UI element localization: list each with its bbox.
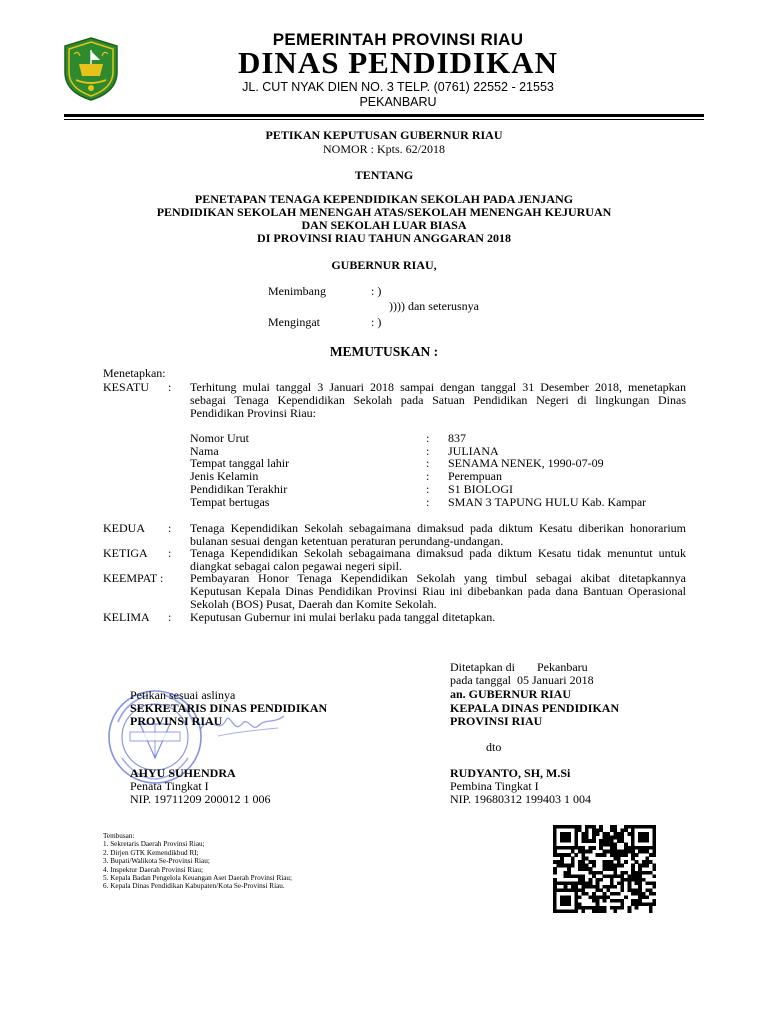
kelima-colon: : xyxy=(168,610,172,624)
detail-label: Nomor Urut xyxy=(190,431,249,445)
right-dto: dto xyxy=(486,740,502,754)
detail-label: Tempat bertugas xyxy=(190,494,270,509)
kelima-label: KELIMA xyxy=(103,610,150,624)
qr-code-icon xyxy=(553,825,656,913)
letterhead-agency: DINAS PENDIDIKAN xyxy=(237,45,558,80)
tembusan-item: 5. Kepala Badan Pengelola Keuangan Aset Daerah Provinsi Riau; xyxy=(103,874,293,883)
letterhead-rule-thick xyxy=(64,114,704,117)
detail-row xyxy=(190,432,690,445)
detail-value: SENAMA NENEK, 1990-07-09 xyxy=(448,456,604,471)
letterhead-city: PEKANBARU xyxy=(359,95,437,109)
ketiga-text: Tenaga Kependidikan Sekolah sebagaimana dimaksud pada diktum Kesatu tidak menuntut untuk diangkat sebagai calon pegawai negeri sipil. xyxy=(190,546,686,573)
menimbang-label: Menimbang xyxy=(268,284,326,298)
ditetapkan-label: Ditetapkan di xyxy=(450,660,515,674)
left-intro: Petikan sesuai aslinya xyxy=(130,688,236,702)
detail-value: Perempuan xyxy=(448,469,502,484)
tembusan-list xyxy=(103,832,292,891)
left-signatory-name: AHYU SUHENDRA xyxy=(130,766,236,780)
detail-row xyxy=(190,457,690,470)
keempat-text: Pembayaran Honor Tenaga Kependidikan Sekolah yang timbul sebagai akibat ditetapkannya Keputusan Kepala Dinas Pendidikan Provinsi Riau ini dibebankan pada dana Bantuan Operasional Sekolah (BOS) Pusat, Daerah dan Komite Sekolah. xyxy=(190,571,686,611)
tembusan-item: 3. Bupati/Walikota Se-Provinsi Riau; xyxy=(103,857,210,866)
kesatu-label: KESATU xyxy=(103,380,150,394)
governor-label: GUBERNUR RIAU, xyxy=(331,258,437,272)
detail-value: S1 BIOLOGI xyxy=(448,481,513,496)
right-signatory-rank: Pembina Tingkat I xyxy=(450,779,539,793)
tembusan-heading: Tembusan: xyxy=(103,832,135,840)
detail-row xyxy=(190,483,690,496)
right-signatory-nip: NIP. 19680312 199403 1 004 xyxy=(450,792,592,806)
kesatu-colon: : xyxy=(168,380,172,394)
left-title-2: PROVINSI RIAU xyxy=(130,714,223,728)
subject-line-3: DAN SEKOLAH LUAR BIASA xyxy=(301,218,467,232)
detail-label: Pendidikan Terakhir xyxy=(190,481,288,496)
detail-colon: : xyxy=(426,431,430,445)
mengingat-value: : ) xyxy=(371,315,382,329)
detail-colon: : xyxy=(426,469,430,484)
kedua-text: Tenaga Kependidikan Sekolah sebagaimana dimaksud pada diktum Kesatu diberikan honorarium bulanan sesuai dengan ketentuan peraturan perundang-undangan. xyxy=(190,521,686,548)
letterhead-rule-thin xyxy=(64,119,704,120)
subject-line-1: PENETAPAN TENAGA KEPENDIDIKAN SEKOLAH PADA JENJANG xyxy=(194,192,574,206)
employee-details-table xyxy=(190,432,690,508)
tentang-label: TENTANG xyxy=(354,168,414,182)
detail-colon: : xyxy=(426,494,430,509)
detail-row xyxy=(190,470,690,483)
tembusan-item: 1. Sekretaris Daerah Provinsi Riau; xyxy=(103,840,205,849)
document-heading: PETIKAN KEPUTUSAN GUBERNUR RIAU xyxy=(265,128,503,142)
kedua-colon: : xyxy=(168,521,172,535)
right-title-1: KEPALA DINAS PENDIDIKAN xyxy=(450,701,620,715)
ditetapkan-place: Pekanbaru xyxy=(537,660,588,674)
kedua-label: KEDUA xyxy=(103,521,145,535)
detail-label: Nama xyxy=(190,443,219,458)
right-an: an. GUBERNUR RIAU xyxy=(450,687,572,701)
left-title-1: SEKRETARIS DINAS PENDIDIKAN xyxy=(130,701,328,715)
letterhead-government: PEMERINTAH PROVINSI RIAU xyxy=(272,30,524,49)
ditetapkan-date: pada tanggal 05 Januari 2018 xyxy=(450,673,594,687)
keempat-label: KEEMPAT : xyxy=(103,571,164,585)
left-signatory-nip: NIP. 19711209 200012 1 006 xyxy=(130,792,271,806)
detail-label: Jenis Kelamin xyxy=(190,469,259,484)
right-title-2: PROVINSI RIAU xyxy=(450,714,543,728)
tembusan-item: 6. Kepala Dinas Pendidikan Kabupaten/Kota Se-Provinsi Riau. xyxy=(103,882,285,891)
left-signatory-rank: Penata Tingkat I xyxy=(130,779,209,793)
ketiga-label: KETIGA xyxy=(103,546,148,560)
subject-line-2: PENDIDIKAN SEKOLAH MENENGAH ATAS/SEKOLAH MENENGAH KEJURUAN xyxy=(156,205,612,219)
detail-colon: : xyxy=(426,456,430,471)
menimbang-etc: )))) dan seterusnya xyxy=(389,299,479,313)
ketiga-colon: : xyxy=(168,546,172,560)
tembusan-item: 4. Inspektur Daerah Provinsi Riau; xyxy=(103,865,204,874)
detail-label: Tempat tanggal lahir xyxy=(190,456,290,471)
menimbang-value: : ) xyxy=(371,284,382,298)
memutuskan-heading: MEMUTUSKAN : xyxy=(329,344,439,359)
document-number: NOMOR : Kpts. 62/2018 xyxy=(322,142,445,156)
detail-colon: : xyxy=(426,481,430,496)
mengingat-label: Mengingat xyxy=(268,315,320,329)
kelima-text: Keputusan Gubernur ini mulai berlaku pada tanggal ditetapkan. xyxy=(190,610,496,624)
kesatu-text: Terhitung mulai tanggal 3 Januari 2018 sampai dengan tanggal 31 Desember 2018, menetapkan sebagai Tenaga Kependidikan Sekolah pada Satuan Pendidikan Negeri di lingkungan Dinas Pendidikan Provinsi Riau: xyxy=(190,380,686,420)
subject-line-4: DI PROVINSI RIAU TAHUN ANGGARAN 2018 xyxy=(257,231,511,245)
right-signatory-name: RUDYANTO, SH, M.Si xyxy=(450,766,571,780)
tembusan-item: 2. Dirjen GTK Kemendikbud RI; xyxy=(103,848,199,857)
detail-value: JULIANA xyxy=(448,443,499,458)
detail-row xyxy=(190,496,690,509)
letterhead-address: JL. CUT NYAK DIEN NO. 3 TELP. (0761) 22552 - 21553 xyxy=(242,80,554,94)
detail-colon: : xyxy=(426,443,430,458)
detail-value: 837 xyxy=(448,431,466,445)
menetapkan-label: Menetapkan: xyxy=(103,366,166,380)
detail-value: SMAN 3 TAPUNG HULU Kab. Kampar xyxy=(448,494,647,509)
